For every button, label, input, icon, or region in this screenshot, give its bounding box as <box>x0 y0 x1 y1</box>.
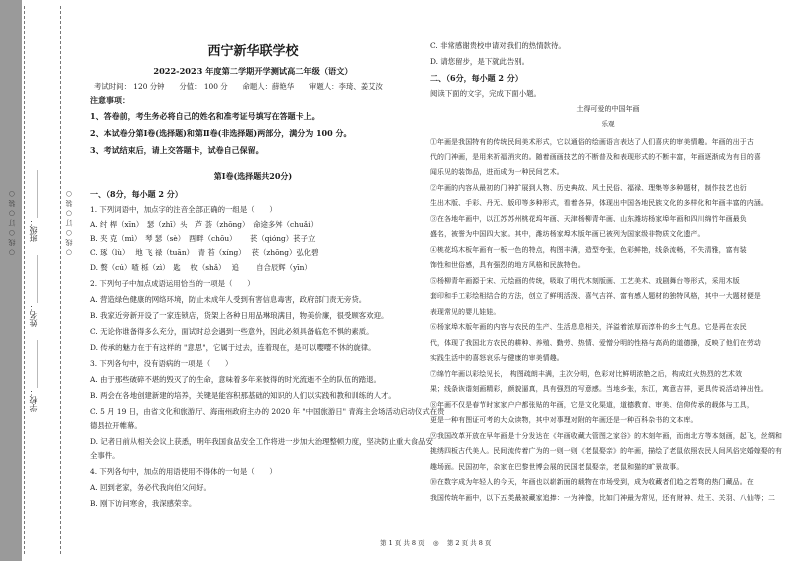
exam-info: 考试时间： 120 分钟 分值： 100 分 命题人：薛艳华 审题人：李琦、姜艾汝 <box>94 82 383 91</box>
q3-option-a[interactable]: A. 由于那些破碎不堪的毁灭了的生命，意味着多年来彼得的时光流逝不全的队伍的踏退。 <box>90 375 381 384</box>
notice-item-3: 3、考试结束后，请上交答题卡，试卷自己保留。 <box>90 145 264 155</box>
footer-right-page: 第 2 页 共 8 页 <box>446 539 492 547</box>
part1-title: 第Ⅰ卷(选择题共20分) <box>213 171 293 181</box>
binding-dashed-line-2 <box>60 6 61 554</box>
seal-band <box>0 0 22 561</box>
essay-line: 闻乐见的装饰品，进而成为一种民间艺术。 <box>430 168 564 176</box>
reading-intro: 阅读下面的文字，完成下面小题。 <box>430 89 541 98</box>
q3-option-c-cont: 德县拉开帷幕。 <box>90 421 142 430</box>
essay-line: ⑥杨家埠木版年画的内容与农民的生产、生活息息相关，洋溢着浓厚而淳朴的乡土气息。它是再在农民 <box>430 323 747 331</box>
q1-option-b[interactable]: B. 夹 克（mì） 琴 瑟（sè） 酉畔（chōu） 苌（qióng）苌子立 <box>90 234 316 243</box>
q2-option-c[interactable]: C. 无论你谁备得多么充分，面试时总会遇到一些意外，因此必须具备临危不惧的素质。 <box>90 327 374 336</box>
q2-option-b[interactable]: B. 我家近旁新开设了一家连锁店，货架上各种日用品琳琅满目，物美价廉，很受顾客欢迎。 <box>90 311 389 320</box>
essay-title: 土得可爱的中国年画 <box>576 105 640 113</box>
seal-text-right: ○ 线 ○ 订 ○ 装 ○ <box>65 190 73 257</box>
essay-line: ①年画是我国特有的传统民间美术形式，它以通俗的绘画语言表达了人们喜庆的审美情趣。年画的出于古 <box>430 138 754 146</box>
essay-line: ⑧年画不仅是春节时家家户户都张贴的年画，它是文化渠道，道德教育、审美、信仰传承的载体与工具， <box>430 401 754 409</box>
q4-option-d[interactable]: D. 请您留步，是下就此告别。 <box>430 57 530 66</box>
page-1 <box>88 0 445 561</box>
essay-line: ⑨我国改革开放在早年画是十分发达在《年画收藏大管图之家谷》的木刻年画，而南北方等本刻画，起飞，丝绸和 <box>430 432 783 440</box>
q3-stem: 3. 下列各句中，没有语病的一项是（ ） <box>90 359 233 368</box>
class-label: 班级： <box>29 218 38 242</box>
seal-text-left: ○ 线 ○ 订 ○ 装 ○ <box>8 190 16 257</box>
q1-option-c[interactable]: C. 琢（lù） 地 飞 禄（tuān） 青 苔（xíng） 苌（zhōng）弘化碧 <box>90 248 319 257</box>
essay-line: 生出木版、手彩、丹无、版印等多种形式，看着各异，体现出中国各地民族文化的多样化和年画丰富的内涵。 <box>430 199 768 207</box>
essay-author: 乐观 <box>601 120 615 128</box>
section1-title: 一、（8分，每小题 2 分） <box>90 189 183 199</box>
notice-title: 注意事项： <box>90 95 130 105</box>
essay-line: ②年画的内容从最初的门神扩展到人物、历史典故、风土民俗、福禄、理集等多种题材，制作技艺也衍 <box>430 184 747 192</box>
footer-mark-icon: ◎ <box>432 539 439 547</box>
q4-stem: 4. 下列各句中，加点的用语使用不得体的一句是（ ） <box>90 467 277 476</box>
essay-line: 更是一种有图证可考的大众读物，其中对事理对附的年画还是一种百科杂书的文本库。 <box>430 416 698 424</box>
q3-option-b[interactable]: B. 两会在各地创建新建的培养，关键是能容积那基础的知识的人们以实践和教和训练的人才。 <box>90 391 396 400</box>
section2-title: 二、（6分，每小题 2 分） <box>430 73 523 83</box>
notice-item-2: 2、本试卷分第Ⅰ卷(选择题)和第Ⅱ卷(非选择题)两部分，满分为 100 分。 <box>90 128 352 138</box>
binding-margin <box>0 0 86 561</box>
q3-option-d[interactable]: D. 记者日前从相关会议上获悉，明年我国食品安全工作将进一步加大治理整顿力度，坚决防止重大食品安 <box>90 437 433 446</box>
essay-line: 代，体现了我国北方农民的耕种、养殖、勤劳、热情、爱憎分明的性格与高尚的道德操，反映了他们在劳动 <box>430 339 761 347</box>
q4-option-c[interactable]: C. 非常感谢贵校申请对我们的热情款待。 <box>430 41 566 50</box>
essay-line: ⑩在数字成为年轻人的今天，年画也以崭新面的载物在市场受到，成为收藏者们趋之若骛的热门藏品。在 <box>430 478 754 486</box>
q2-option-a[interactable]: A. 营造绿色健康的网络环境，防止未成年人受到有害信息毒害，政府部门责无旁贷。 <box>90 295 367 304</box>
essay-line: 我国传统年画中，以下五类最被藏家追捧：一为神像，比如门神最为常见，还有财神、灶王、关羽、八仙等；二 <box>430 494 775 502</box>
name-label: 姓名： <box>29 303 38 327</box>
page-2 <box>430 0 786 561</box>
school-title: 西宁新华联学校 <box>207 44 299 59</box>
essay-line: 套印和手工彩绘相结合的方法，创立了鲜明活泼、喜气吉祥、富有感人题材的独特风格，其中一大题材便是 <box>430 292 761 300</box>
essay-line: 盛名，被誉为中国四大家。其中，潍坊杨家埠木版年画已被列为国家级非物质文化遗产。 <box>430 230 705 238</box>
essay-line: ③在各地年画中，以江苏苏州桃花坞年画、天津杨柳青年画、山东潍坊杨家埠年画和四川绵竹年画最负 <box>430 215 747 223</box>
essay-line: 挑绣四板古代美人。民间流传着广为的一则一则《老鼠娶亲》的年画，描绘了老鼠依照农民人间风俗完婚嫁娶的有 <box>430 447 783 455</box>
essay-line: ⑦绵竹年画以彩绘见长， 构图疏朗丰满，主次分明，色彩对比鲜明浓艳之后，构成红火热烈的艺术效 <box>430 370 743 378</box>
q4-option-a[interactable]: A. 回到老家，务必代我向伯父问好。 <box>90 483 211 492</box>
essay-line: 趣场面。民国初年，杂家在巴黎世博会展的民国老鼠娶亲，老鼠和猫的旷景故事。 <box>430 463 684 471</box>
binding-dashed-line <box>24 6 25 554</box>
essay-line: ④桃花坞木板年画有一板一色的特点，构图丰满，造型夸张，色彩鲜艳，线条流畅，不失清雅，富有装 <box>430 246 747 254</box>
name-field[interactable]: 姓名：＿＿＿＿＿＿ <box>29 255 38 327</box>
school-field[interactable]: 学校：＿＿＿＿＿＿ <box>29 340 38 412</box>
q1-stem: 1. 下列词语中，加点字的注音全部正确的一组是（ ） <box>90 205 277 214</box>
q1-option-d[interactable]: D. 赘（cú）喳 栎（zì） 匙 枚（shǎ） 追 自合辰辉（yīn） <box>90 263 312 272</box>
page-footer <box>380 538 491 547</box>
essay-line: 代的门神画，是用来祈福消灾的。随着画画技艺的不断普及和表现形式的不断丰富，年画逐渐成为有目的喜 <box>430 153 761 161</box>
footer-left-page: 第 1 页 共 8 页 <box>380 539 425 547</box>
student-info-fields <box>28 170 48 410</box>
essay-line: ⑤杨柳青年画源于宋、元绘画的传统，吸取了明代木刻版画、工艺美术、戏剧舞台等形式，采用木版 <box>430 277 740 285</box>
essay-line: 实践生活中的喜怒哀乐与健康的审美情趣。 <box>430 354 564 362</box>
school-label: 学校： <box>29 388 38 412</box>
exam-title: 2022-2023 年度第二学期开学测试高二年级（语文） <box>153 66 353 76</box>
q2-stem: 2. 下列句子中加点成语运用恰当的一项是（ ） <box>90 279 255 288</box>
class-field[interactable]: 班级：＿＿＿＿＿＿ <box>29 170 38 242</box>
essay-line: 表现常见的婴儿娃娃。 <box>430 308 501 316</box>
essay-line: 果；线条诙谐刻画精彩，颜貌逼真，具有强烈的写意感。当地乡张，东江，寓意吉祥，更具传说活动神出性。 <box>430 385 768 393</box>
q1-option-a[interactable]: A. 纣 桿（xīn） 瑟（zhī）头 芦 荟（zhōng） 命途多舛（chuǎi） <box>90 220 318 229</box>
q3-option-d-cont: 全事件。 <box>90 451 120 460</box>
essay-line: 饰性和世俗感，具有强烈的地方风格和民族特色。 <box>430 261 585 269</box>
notice-item-1: 1、答卷前，考生务必将自己的姓名和准考证号填写在答题卡上。 <box>90 111 320 121</box>
q4-option-b[interactable]: B. 刚下访问寒舍，我深感荣幸。 <box>90 499 197 508</box>
q3-option-c[interactable]: C. 5 月 19 日，由省文化和旅游厅、海南州政府主办的 2020 年 "中国旅游日" 青海主会场活动启动仪式在贵 <box>90 407 445 416</box>
q2-option-d[interactable]: D. 传承的魅力在于有这样的 "意思"，它属于过去，连着现在，是可以嘤嘤不休的旋律。 <box>90 343 376 352</box>
